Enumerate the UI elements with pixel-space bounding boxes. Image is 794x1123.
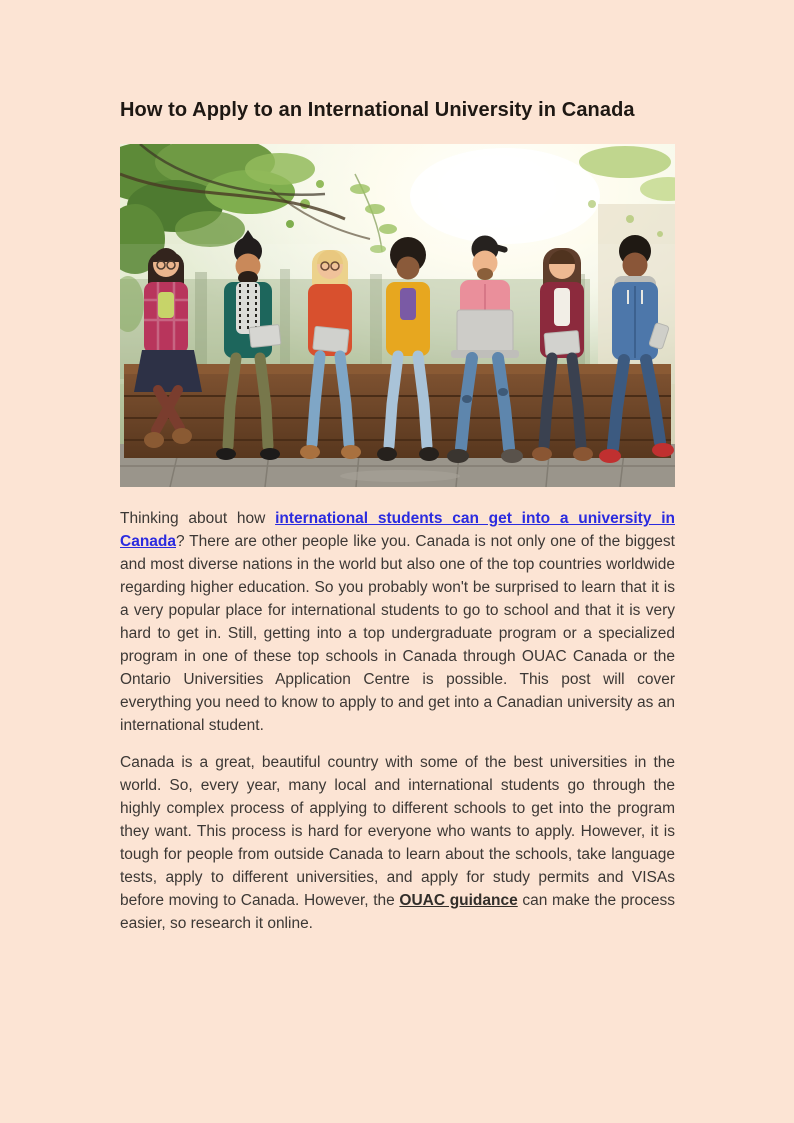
hero-image xyxy=(120,144,675,487)
paragraph-2-text-after: can make the process easier, so research it online. xyxy=(120,892,675,932)
paragraph-1 xyxy=(120,507,675,737)
sun-core xyxy=(410,148,600,244)
paragraph-2-text-before: Canada is a great, beautiful country with some of the best universities in the world. So, every year, many local and international students go through the highly complex process of applying to different schools to get into the program they want. This process is hard for everyone who wants to apply. However, it is tough for people from outside Canada to learn about the schools, take language tests, apply to different universities, and apply for study permits and VISAs before moving to Canada. However, the xyxy=(120,754,675,909)
paragraph-1-text-after: ? There are other people like you. Canada is not only one of the biggest and most diverse nations in the world but also one of the top countries worldwide regarding higher education. So you probably won't be surprised to learn that it is a very popular place for international students to go to school and that it is very hard to get in. Still, getting into a top undergraduate program or a specialized program in one of these top schools in Canada through OUAC Canada or the Ontario Universities Application Centre is possible. This post will cover everything you need to know to apply to and get into a Canadian university as an international student. xyxy=(120,533,675,734)
paragraph-1-text-before: Thinking about how xyxy=(120,510,276,527)
article-content xyxy=(120,98,675,949)
students-photo-illustration xyxy=(120,144,675,487)
university-admission-link[interactable]: international students can get into a university in Canada xyxy=(120,510,675,550)
ouac-guidance-link[interactable]: OUAC guidance xyxy=(399,892,518,909)
paragraph-2 xyxy=(120,751,675,935)
page-title: How to Apply to an International University in Canada xyxy=(120,99,635,121)
